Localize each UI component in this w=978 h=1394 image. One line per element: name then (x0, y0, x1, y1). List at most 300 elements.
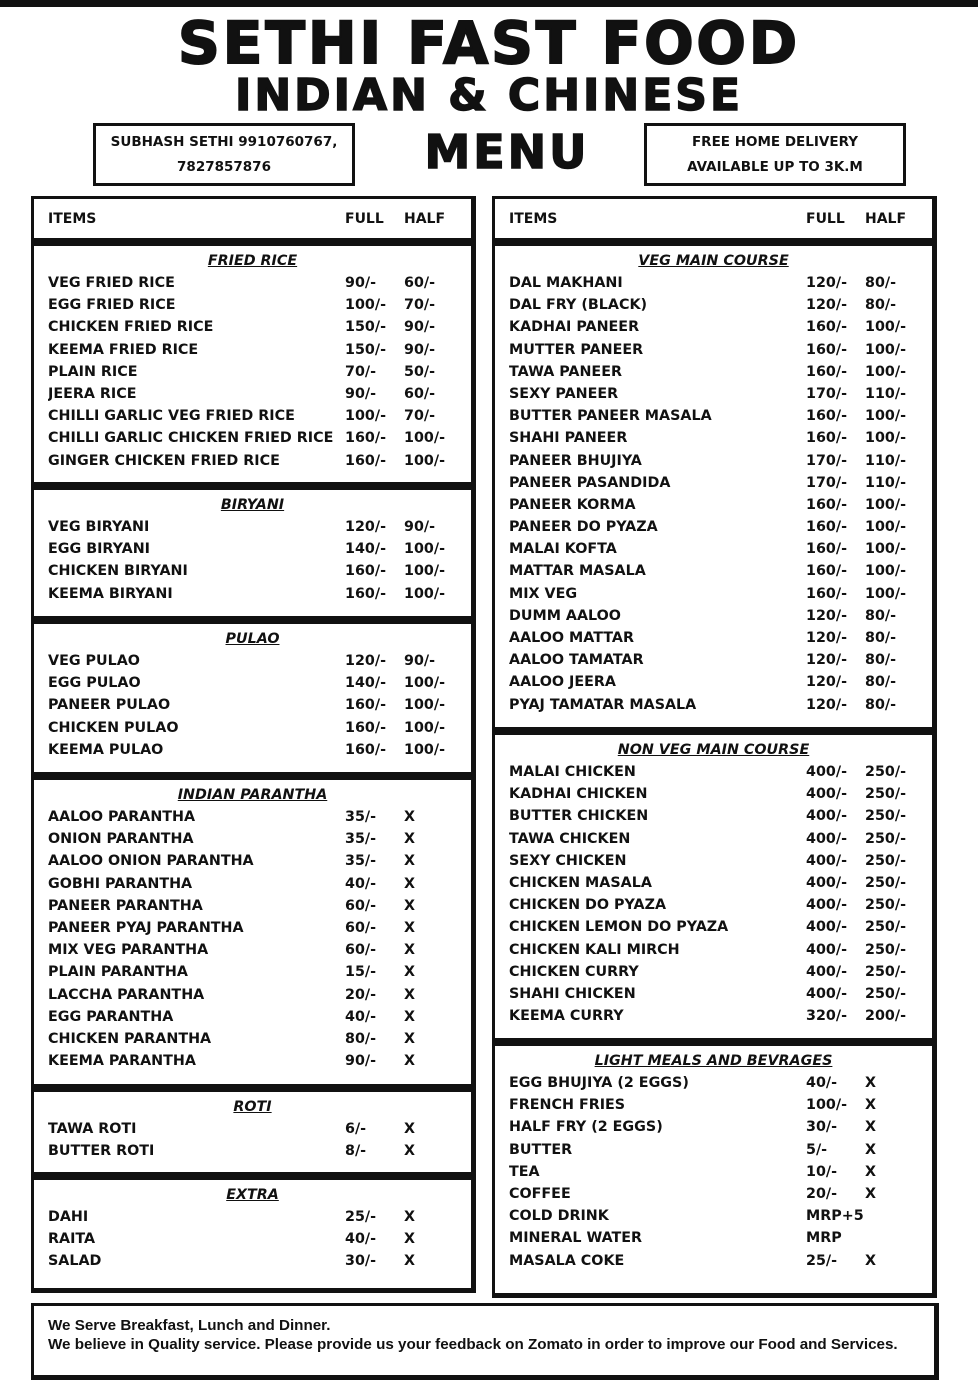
full-price: 120/- (345, 519, 386, 535)
full-price: 35/- (345, 831, 377, 848)
menu-item-row (48, 1006, 471, 1028)
half-price: 70/- (404, 408, 436, 425)
menu-item-row (48, 1118, 471, 1140)
half-price: 80/- (865, 630, 897, 646)
contact-line-2: 7827857876 (177, 158, 271, 175)
menu-item-row (509, 939, 932, 961)
menu-item-row (48, 583, 471, 605)
half-price: 90/- (404, 519, 436, 535)
item-name: CHICKEN PULAO (48, 719, 179, 736)
menu-item-row (48, 917, 471, 939)
half-price: 100/- (865, 430, 906, 447)
section-title: LIGHT MEALS AND BEVRAGES (594, 1053, 833, 1069)
full-price: 160/- (345, 563, 386, 580)
menu-item-row (509, 1205, 932, 1227)
section-title: NON VEG MAIN COURSE (617, 742, 810, 758)
full-price: 25/- (345, 1209, 377, 1225)
right-menu-column (492, 196, 937, 1298)
item-name: VEG FRIED RICE (48, 275, 175, 291)
item-name: ONION PARANTHA (48, 831, 194, 848)
menu-item-row (48, 516, 471, 538)
item-name: VEG BIRYANI (48, 519, 150, 535)
half-price: 100/- (865, 341, 906, 358)
item-name: CHILLI GARLIC CHICKEN FRIED RICE (48, 430, 334, 447)
full-price: 400/- (806, 764, 847, 780)
full-price: 140/- (345, 541, 386, 558)
full-price: 70/- (345, 363, 377, 380)
half-price: X (404, 1053, 416, 1070)
left-column-header (31, 196, 476, 243)
full-price: 160/- (806, 363, 847, 380)
half-price: 90/- (404, 653, 436, 669)
full-header: FULL (806, 210, 845, 227)
menu-item-row (509, 339, 932, 361)
item-name: AALOO PARANTHA (48, 809, 196, 825)
menu-item-row (509, 1227, 932, 1249)
full-price: 170/- (806, 385, 847, 402)
full-price: 160/- (345, 719, 386, 736)
menu-item-row (509, 605, 932, 627)
full-price: 15/- (345, 964, 377, 981)
delivery-box (644, 123, 906, 186)
menu-item-row (48, 1206, 471, 1228)
full-price: 400/- (806, 941, 847, 958)
full-price: 150/- (345, 319, 386, 336)
item-name: HALF FRY (2 EGGS) (509, 1119, 663, 1136)
menu-item-row (509, 828, 932, 850)
item-name: KEEMA PULAO (48, 741, 164, 758)
item-name: SEXY PANEER (509, 385, 619, 402)
item-name: DAL MAKHANI (509, 275, 623, 291)
full-price: 20/- (345, 986, 377, 1003)
menu-item-row (48, 717, 471, 739)
item-name: MATTAR MASALA (509, 563, 646, 580)
item-name: MALAI CHICKEN (509, 764, 636, 780)
item-name: AALOO JEERA (509, 674, 616, 691)
menu-section-pulao (31, 621, 476, 777)
menu-item-row (509, 783, 932, 805)
item-name: CHICKEN FRIED RICE (48, 319, 214, 336)
menu-item-row (509, 427, 932, 449)
full-price: 400/- (806, 786, 847, 803)
full-price: 160/- (806, 341, 847, 358)
menu-item-row (509, 560, 932, 582)
menu-section-non-veg-main-course (492, 732, 937, 1043)
menu-section-indian-parantha (31, 777, 476, 1089)
full-price: 120/- (806, 607, 847, 624)
menu-item-row (509, 472, 932, 494)
items-header: ITEMS (509, 210, 558, 227)
half-price: 90/- (404, 319, 436, 336)
menu-item-row (509, 361, 932, 383)
half-price: 100/- (865, 563, 906, 580)
menu-item-row (509, 983, 932, 1005)
item-name: COFFEE (509, 1185, 571, 1202)
full-price: 60/- (345, 897, 377, 914)
full-price: 160/- (806, 408, 847, 425)
item-name: PANEER KORMA (509, 496, 636, 513)
full-price: 160/- (806, 319, 847, 336)
full-price: 60/- (345, 919, 377, 936)
menu-item-row (48, 672, 471, 694)
full-price: 160/- (806, 430, 847, 447)
item-name: TAWA ROTI (48, 1121, 137, 1137)
menu-item-row (509, 1116, 932, 1138)
item-name: AALOO TAMATAR (509, 652, 644, 669)
item-name: EGG BIRYANI (48, 541, 150, 558)
item-name: EGG BHUJIYA (2 EGGS) (509, 1075, 689, 1091)
cuisine-subtitle: INDIAN & CHINESE (234, 70, 744, 121)
menu-item-row (509, 1005, 932, 1027)
menu-item-row (509, 694, 932, 716)
full-price: MRP+5 (806, 1208, 864, 1225)
full-price: 5/- (806, 1141, 828, 1158)
item-name: AALOO MATTAR (509, 630, 634, 646)
half-header: HALF (865, 210, 907, 227)
half-price: X (865, 1119, 877, 1136)
menu-item-row (509, 805, 932, 827)
menu-item-row (509, 1072, 932, 1094)
menu-heading: MENU (424, 125, 590, 179)
menu-item-row (509, 516, 932, 538)
menu-item-row (48, 984, 471, 1006)
full-price: 25/- (806, 1252, 838, 1269)
full-price: 400/- (806, 830, 847, 847)
item-name: MUTTER PANEER (509, 341, 644, 358)
half-price: 100/- (865, 319, 906, 336)
half-price: 110/- (865, 385, 906, 402)
full-price: 170/- (806, 452, 847, 469)
menu-item-row (48, 294, 471, 316)
full-price: 100/- (345, 408, 386, 425)
full-price: 400/- (806, 919, 847, 936)
menu-section-veg-main-course (492, 243, 937, 732)
menu-item-row (509, 1094, 932, 1116)
half-price: X (404, 919, 416, 936)
half-price: 100/- (404, 719, 445, 736)
full-price: 90/- (345, 275, 377, 291)
half-price: 100/- (404, 563, 445, 580)
menu-item-row (509, 272, 932, 294)
menu-item-row (509, 405, 932, 427)
menu-item-row (48, 450, 471, 472)
menu-item-row (48, 828, 471, 850)
menu-item-row (48, 1050, 471, 1072)
full-price: 90/- (345, 385, 377, 402)
menu-section-biryani (31, 487, 476, 621)
half-price: X (404, 1008, 416, 1025)
half-price (865, 1205, 925, 1227)
half-price: X (404, 1030, 416, 1047)
full-price: 40/- (806, 1075, 838, 1091)
half-price: X (404, 809, 416, 825)
menu-item-row (48, 560, 471, 582)
full-price: 35/- (345, 809, 377, 825)
full-price: 40/- (345, 875, 377, 892)
menu-item-row (509, 1139, 932, 1161)
half-price: X (865, 1075, 877, 1091)
menu-item-row (509, 671, 932, 693)
footer-line-1: We Serve Breakfast, Lunch and Dinner. (48, 1317, 331, 1334)
item-name: MASALA COKE (509, 1252, 625, 1269)
half-price: 100/- (404, 541, 445, 558)
menu-section-roti (31, 1089, 476, 1177)
section-title: VEG MAIN COURSE (638, 253, 789, 269)
menu-item-row (509, 649, 932, 671)
item-name: PANEER PYAJ PARANTHA (48, 919, 244, 936)
item-name: MIX VEG (509, 585, 578, 602)
item-name: CHICKEN BIRYANI (48, 563, 188, 580)
menu-item-row (48, 739, 471, 761)
menu-item-row (48, 383, 471, 405)
half-price: 80/- (865, 674, 897, 691)
half-price: 100/- (404, 452, 445, 469)
menu-item-row (48, 806, 471, 828)
full-price: 150/- (345, 341, 386, 358)
item-name: KADHAI PANEER (509, 319, 640, 336)
item-name: COLD DRINK (509, 1208, 609, 1225)
half-price: 60/- (404, 275, 436, 291)
full-price: 160/- (345, 452, 386, 469)
half-price: X (865, 1141, 877, 1158)
half-price: 250/- (865, 874, 906, 891)
full-price: 160/- (806, 519, 847, 536)
full-price: 30/- (806, 1119, 838, 1136)
full-price: 400/- (806, 852, 847, 869)
menu-item-row (48, 405, 471, 427)
menu-item-row (48, 694, 471, 716)
menu-item-row (48, 339, 471, 361)
section-title: ROTI (233, 1099, 272, 1115)
full-price: 8/- (345, 1143, 367, 1160)
item-name: KEEMA BIRYANI (48, 585, 173, 602)
half-price: 100/- (404, 430, 445, 447)
item-name: VEG PULAO (48, 653, 140, 669)
delivery-line-2: AVAILABLE UP TO 3K.M (687, 158, 863, 175)
full-price: 160/- (345, 697, 386, 714)
half-price: 80/- (865, 275, 897, 291)
half-price: 50/- (404, 363, 436, 380)
item-name: MALAI KOFTA (509, 541, 617, 558)
full-price: 60/- (345, 942, 377, 959)
item-name: KEEMA CURRY (509, 1008, 624, 1025)
menu-item-row (509, 627, 932, 649)
full-price: 160/- (806, 541, 847, 558)
half-header: HALF (404, 210, 446, 227)
half-price: X (404, 853, 416, 870)
half-price: 110/- (865, 474, 906, 491)
item-name: RAITA (48, 1231, 96, 1248)
menu-item-row (48, 272, 471, 294)
full-price: 400/- (806, 985, 847, 1002)
half-price: 80/- (865, 696, 897, 713)
item-name: PLAIN PARANTHA (48, 964, 188, 981)
item-name: PYAJ TAMATAR MASALA (509, 696, 697, 713)
half-price: 250/- (865, 919, 906, 936)
full-price: 160/- (345, 741, 386, 758)
menu-item-row (509, 494, 932, 516)
half-price: X (404, 1209, 416, 1225)
item-name: EGG FRIED RICE (48, 297, 176, 314)
menu-item-row (48, 1140, 471, 1162)
half-price: 100/- (404, 741, 445, 758)
item-name: BUTTER ROTI (48, 1143, 155, 1160)
menu-item-row (48, 895, 471, 917)
menu-item-row (509, 450, 932, 472)
item-name: PANEER PULAO (48, 697, 171, 714)
half-price: X (404, 897, 416, 914)
half-price: 250/- (865, 808, 906, 825)
half-price: X (865, 1097, 877, 1114)
item-name: KADHAI CHICKEN (509, 786, 648, 803)
full-price: 120/- (806, 297, 847, 314)
half-price: 250/- (865, 963, 906, 980)
menu-section-light-meals-and-bevrages (492, 1043, 937, 1298)
half-price: X (404, 964, 416, 981)
footer-note (31, 1303, 939, 1380)
full-price: 10/- (806, 1163, 838, 1180)
full-price: 400/- (806, 874, 847, 891)
section-title: PULAO (225, 631, 280, 647)
menu-item-row (48, 1028, 471, 1050)
item-name: JEERA RICE (48, 385, 137, 402)
item-name: PANEER DO PYAZA (509, 519, 658, 536)
full-price: 120/- (806, 652, 847, 669)
half-price: X (865, 1252, 877, 1269)
section-title: EXTRA (226, 1187, 279, 1203)
half-price: 90/- (404, 341, 436, 358)
item-name: CHICKEN PARANTHA (48, 1030, 212, 1047)
full-price: 160/- (345, 430, 386, 447)
restaurant-name: SETHI FAST FOOD (177, 9, 801, 77)
full-price: 100/- (345, 297, 386, 314)
item-name: DAL FRY (BLACK) (509, 297, 648, 314)
menu-item-row (509, 1183, 932, 1205)
contact-line-1: SUBHASH SETHI 9910760767, (110, 133, 338, 150)
menu-item-row (509, 961, 932, 983)
full-price: 120/- (806, 630, 847, 646)
section-title: BIRYANI (220, 497, 285, 513)
half-price: 100/- (404, 585, 445, 602)
half-price: X (404, 831, 416, 848)
full-price: 400/- (806, 897, 847, 914)
half-price: 250/- (865, 897, 906, 914)
full-price: 160/- (806, 585, 847, 602)
full-price: 6/- (345, 1121, 367, 1137)
menu-item-row (48, 1228, 471, 1250)
menu-item-row (48, 427, 471, 449)
half-price: 250/- (865, 852, 906, 869)
item-name: CHICKEN KALI MIRCH (509, 941, 680, 958)
menu-item-row (48, 1250, 471, 1272)
half-price: 80/- (865, 607, 897, 624)
full-price: 90/- (345, 1053, 377, 1070)
full-price: 40/- (345, 1008, 377, 1025)
item-name: SALAD (48, 1253, 102, 1270)
menu-item-row (509, 294, 932, 316)
item-name: BUTTER (509, 1141, 573, 1158)
menu-item-row (48, 538, 471, 560)
full-price: 35/- (345, 853, 377, 870)
half-price: X (404, 1253, 416, 1270)
items-header: ITEMS (48, 210, 97, 227)
half-price: X (865, 1163, 877, 1180)
item-name: PANEER BHUJIYA (509, 452, 642, 469)
menu-item-row (509, 316, 932, 338)
item-name: EGG PARANTHA (48, 1008, 174, 1025)
item-name: CHICKEN LEMON DO PYAZA (509, 919, 729, 936)
item-name: EGG PULAO (48, 675, 141, 692)
item-name: LACCHA PARANTHA (48, 986, 205, 1003)
full-price: 170/- (806, 474, 847, 491)
item-name: BUTTER PANEER MASALA (509, 408, 712, 425)
half-price: 80/- (865, 297, 897, 314)
half-price: 70/- (404, 297, 436, 314)
half-price: X (404, 986, 416, 1003)
item-name: MIX VEG PARANTHA (48, 942, 209, 959)
menu-item-row (48, 850, 471, 872)
menu-item-row (509, 850, 932, 872)
menu-item-row (509, 894, 932, 916)
full-header: FULL (345, 210, 384, 227)
full-price: 120/- (806, 674, 847, 691)
item-name: AALOO ONION PARANTHA (48, 853, 254, 870)
item-name: TAWA PANEER (509, 363, 622, 380)
full-price: 30/- (345, 1253, 377, 1270)
menu-item-row (509, 538, 932, 560)
full-price: 120/- (806, 696, 847, 713)
section-title: INDIAN PARANTHA (177, 787, 328, 803)
half-price: X (404, 1121, 416, 1137)
contact-box (93, 123, 355, 186)
full-price: 120/- (345, 653, 386, 669)
menu-item-row (48, 961, 471, 983)
full-price: 100/- (806, 1097, 847, 1114)
item-name: CHICKEN MASALA (509, 874, 652, 891)
half-price: 100/- (865, 408, 906, 425)
item-name: SEXY CHICKEN (509, 852, 627, 869)
half-price: 250/- (865, 830, 906, 847)
item-name: KEEMA PARANTHA (48, 1053, 196, 1070)
half-price: 200/- (865, 1008, 906, 1025)
delivery-line-1: FREE HOME DELIVERY (691, 133, 859, 150)
half-price: 100/- (865, 363, 906, 380)
menu-item-row (509, 1161, 932, 1183)
item-name: PANEER PASANDIDA (509, 474, 671, 491)
item-name: TEA (509, 1163, 540, 1180)
half-price: 60/- (404, 385, 436, 402)
item-name: FRENCH FRIES (509, 1097, 626, 1114)
half-price: 250/- (865, 786, 906, 803)
half-price: X (404, 875, 416, 892)
half-price: 100/- (404, 697, 445, 714)
half-price: 250/- (865, 985, 906, 1002)
footer-line-2: We believe in Quality service. Please provide us your feedback on Zomato in order to improve our Food and Services. (48, 1336, 898, 1353)
item-name: SHAHI CHICKEN (509, 985, 636, 1002)
left-menu-column (31, 196, 476, 1293)
top-border (0, 0, 978, 7)
full-price: 400/- (806, 808, 847, 825)
item-name: CHICKEN DO PYAZA (509, 897, 667, 914)
full-price: 40/- (345, 1231, 377, 1248)
item-name: MINERAL WATER (509, 1230, 643, 1247)
full-price: 160/- (345, 585, 386, 602)
menu-item-row (509, 761, 932, 783)
full-price: 320/- (806, 1008, 847, 1025)
item-name: TAWA CHICKEN (509, 830, 631, 847)
half-price: X (404, 942, 416, 959)
menu-item-row (509, 1250, 932, 1272)
